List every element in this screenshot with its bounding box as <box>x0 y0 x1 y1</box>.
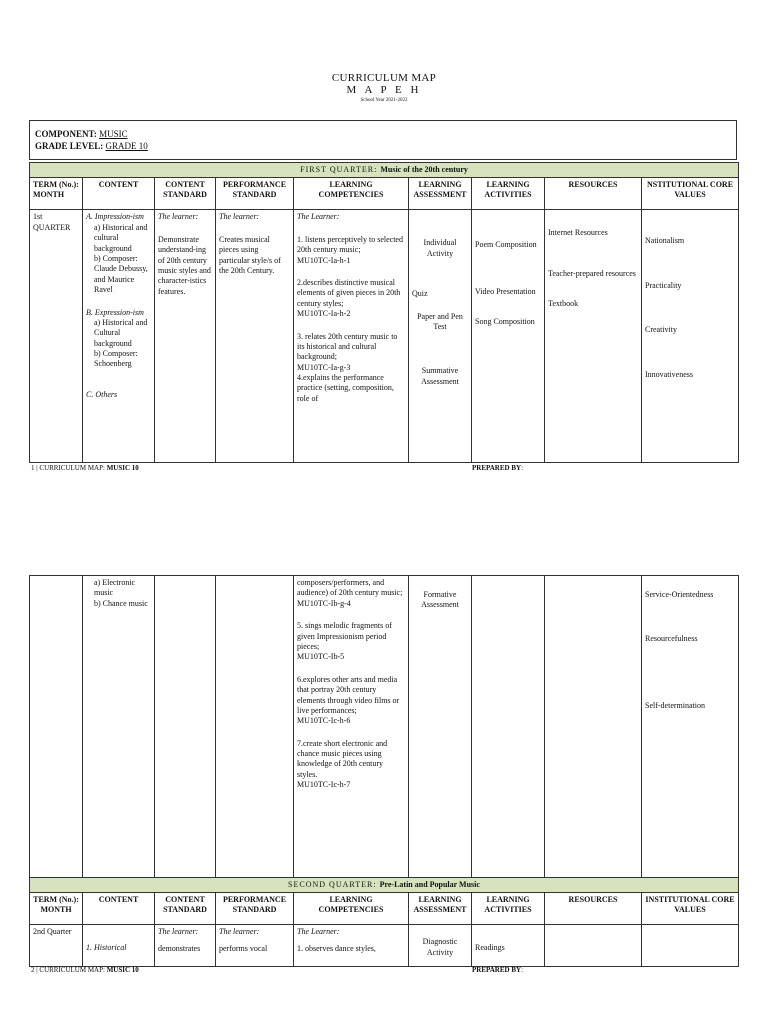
standard-text: performs vocal <box>219 943 268 953</box>
performance-standard-cell <box>216 210 294 463</box>
competency-item: 1. observes dance styles, <box>297 943 376 953</box>
competency-code: MU10TC-Ia-g-3 <box>297 362 351 372</box>
prepared-by-colon: : <box>521 966 524 974</box>
grade-level-value: GRADE 10 <box>105 141 148 151</box>
activity-item: Song Composition <box>475 317 535 327</box>
competency-item: 2.describes distinctive musical elements of given pieces in 20th century styles; <box>297 277 401 308</box>
page-footer-1 <box>31 464 139 472</box>
activity-item: Poem Composition <box>475 240 537 250</box>
curriculum-table-page1 <box>29 162 739 463</box>
school-year: School Year 2021-2022 <box>360 98 408 103</box>
assessment-item: Formative Assessment <box>421 590 459 610</box>
header-content-standard: CONTENT STANDARD <box>155 893 216 925</box>
grade-level-label: GRADE LEVEL: <box>35 141 104 151</box>
term-text: 1st QUARTER <box>33 212 71 232</box>
header-learning-competencies: LEARNING COMPETENCIES <box>294 178 409 210</box>
assessment-item: Quiz <box>412 289 428 299</box>
header-content-standard: CONTENT STANDARD <box>155 178 216 210</box>
footer-page-label: 1 | CURRICULUM MAP: <box>31 464 105 472</box>
header-learning-activities: LEARNING ACTIVITIES <box>472 893 545 925</box>
resources-cell <box>545 576 642 878</box>
competency-code: MU10TC-Ia-h-2 <box>297 309 351 319</box>
standard-intro: The learner: <box>158 212 199 222</box>
performance-standard-cell <box>216 925 294 967</box>
component-box <box>29 120 737 160</box>
footer-subject: MUSIC 10 <box>106 464 139 472</box>
assessment-item: Paper and Pen Test <box>417 311 463 331</box>
footer-page-label: 2 | CURRICULUM MAP: <box>31 966 105 974</box>
activity-item: Readings <box>475 943 505 953</box>
content-item: 1. Historical <box>86 943 127 953</box>
header-learning-assessment: LEARNING ASSESSMENT <box>409 178 472 210</box>
assessment-item: Individual Activity <box>423 238 457 258</box>
competency-intro: The Learner: <box>297 212 340 222</box>
value-item: Innovativeness <box>645 369 693 379</box>
assessment-item: Diagnostic Activity <box>422 937 458 957</box>
content-cell <box>83 925 155 967</box>
prepared-by-colon: : <box>521 464 524 472</box>
content-item: a) Electronic music <box>94 578 136 598</box>
column-header-row-2 <box>30 893 739 925</box>
competencies-cell <box>294 925 409 967</box>
competency-code: MU10TC-Ic-h-6 <box>297 716 351 726</box>
header-content: CONTENT <box>83 178 155 210</box>
competency-item: 6.explores other arts and media that portray 20th century elements through video films or live performances; <box>297 674 400 715</box>
standard-intro: The learner: <box>219 212 260 222</box>
content-item: b) Composer: Claude Debussy, and Maurice Ravel <box>94 253 148 295</box>
footer-subject: MUSIC 10 <box>106 966 139 974</box>
competency-item: 3. relates 20th century music to its historical and cultural background; <box>297 331 398 362</box>
content-standard-cell <box>155 576 216 878</box>
standard-text: Demonstrate understand-ing of 20th century music styles and character-istics features. <box>158 234 211 296</box>
header-content: CONTENT <box>83 893 155 925</box>
prepared-by-1 <box>472 464 523 472</box>
activities-cell <box>472 576 545 878</box>
resource-item: Textbook <box>548 299 579 309</box>
column-header-row <box>30 178 739 210</box>
activities-cell <box>472 925 545 967</box>
value-item: Practicality <box>645 280 682 290</box>
competency-item: 5. sings melodic fragments of given Impressionism period pieces; <box>297 621 392 651</box>
value-item: Service-Orientedness <box>645 590 714 599</box>
assessment-item: Summative Assessment <box>421 366 459 386</box>
document-title: CURRICULUM MAP <box>331 72 437 84</box>
first-quarter-label: FIRST QUARTER: <box>300 165 378 174</box>
core-values-cell <box>642 210 739 463</box>
term-cell <box>30 925 83 967</box>
assessment-cell <box>409 925 472 967</box>
header-resources: RESOURCES <box>545 893 642 925</box>
first-quarter-topic: Music of the 20th century <box>380 165 468 174</box>
header-performance-standard: PERFORMANCE STANDARD <box>216 893 294 925</box>
content-item: b) Composer: Schoenberg <box>94 349 138 369</box>
header-learning-activities: LEARNING ACTIVITIES <box>472 178 545 210</box>
content-standard-cell <box>155 210 216 463</box>
core-values-cell <box>642 925 739 967</box>
second-quarter-banner <box>30 878 739 893</box>
activities-cell <box>472 210 545 463</box>
second-quarter-row <box>30 925 739 967</box>
competency-item: 4.explains the performance practice (setting, composition, role of <box>297 373 394 403</box>
content-item: a) Historical and Cultural background <box>94 317 148 348</box>
standard-intro: The learner: <box>158 927 199 937</box>
header-term: TERM (No.): MONTH <box>30 178 83 210</box>
resource-item: Internet Resources <box>548 228 608 238</box>
assessment-cell <box>409 210 472 463</box>
document-subtitle: M A P E H <box>346 84 422 96</box>
value-item: Creativity <box>645 325 677 335</box>
core-values-cell <box>642 576 739 878</box>
component-value: MUSIC <box>99 129 128 139</box>
content-item: A. Impression-ism <box>86 212 144 222</box>
competency-item: 1. listens perceptively to selected 20th century music; <box>297 234 403 255</box>
competencies-cell <box>294 210 409 463</box>
competency-item: 7.create short electronic and chance music pieces using knowledge of 20th century styles. <box>297 738 388 779</box>
prepared-by-label: PREPARED BY <box>472 966 522 974</box>
content-item: b) Chance music <box>94 598 148 608</box>
content-item: a) Historical and cultural background <box>94 222 148 253</box>
resources-cell <box>545 925 642 967</box>
value-item: Nationalism <box>645 236 685 246</box>
competency-code: MU10TC-Ib-5 <box>297 652 345 662</box>
header-learning-assessment: LEARNING ASSESSMENT <box>409 893 472 925</box>
resource-item: Teacher-prepared resources <box>548 268 636 278</box>
standard-text: Creates musical pieces using particular style/s of the 20th Century. <box>219 234 281 275</box>
component-line <box>35 129 128 139</box>
term-cell <box>30 576 83 878</box>
competency-intro: The Learner: <box>297 927 340 937</box>
competency-code: MU10TC-Ib-g-4 <box>297 598 351 608</box>
header-performance-standard: PERFORMANCE STANDARD <box>216 178 294 210</box>
content-standard-cell <box>155 925 216 967</box>
content-item: C. Others <box>86 389 118 399</box>
first-quarter-row <box>30 210 739 463</box>
grade-level-line <box>35 141 148 151</box>
resources-cell <box>545 210 642 463</box>
header-core-values: NSTITUTIONAL CORE VALUES <box>642 178 739 210</box>
term-text: 2nd Quarter <box>33 927 72 937</box>
competency-code: MU10TC-Ia-h-1 <box>297 255 351 265</box>
performance-standard-cell <box>216 576 294 878</box>
value-item: Self-determination <box>645 700 705 710</box>
prepared-by-label: PREPARED BY <box>472 464 522 472</box>
header-core-values: INSTITUTIONAL CORE VALUES <box>642 893 739 925</box>
continued-row <box>30 576 739 878</box>
competencies-cell <box>294 576 409 878</box>
term-cell <box>30 210 83 463</box>
standard-text: demonstrates <box>158 943 201 953</box>
header-term: TERM (No.): MONTH <box>30 893 83 925</box>
content-item: B. Expression-ism <box>86 307 144 317</box>
competency-code: MU10TC-Ic-h-7 <box>297 780 351 790</box>
header-resources: RESOURCES <box>545 178 642 210</box>
content-cell <box>83 210 155 463</box>
second-quarter-topic: Pre-Latin and Popular Music <box>379 880 480 889</box>
header-learning-competencies: LEARNING COMPETENCIES <box>294 893 409 925</box>
prepared-by-2 <box>472 966 523 974</box>
curriculum-table-page2 <box>29 575 739 967</box>
component-label: COMPONENT: <box>35 129 97 139</box>
competency-item: composers/performers, and audience) of 20th century music; <box>297 578 403 598</box>
activity-item: Video Presentation <box>475 286 536 296</box>
standard-intro: The learner: <box>219 927 260 937</box>
value-item: Resourcefulness <box>645 634 698 644</box>
assessment-cell <box>409 576 472 878</box>
content-cell <box>83 576 155 878</box>
first-quarter-banner <box>30 163 739 178</box>
second-quarter-label: SECOND QUARTER: <box>288 880 377 889</box>
page-footer-2 <box>31 966 139 974</box>
